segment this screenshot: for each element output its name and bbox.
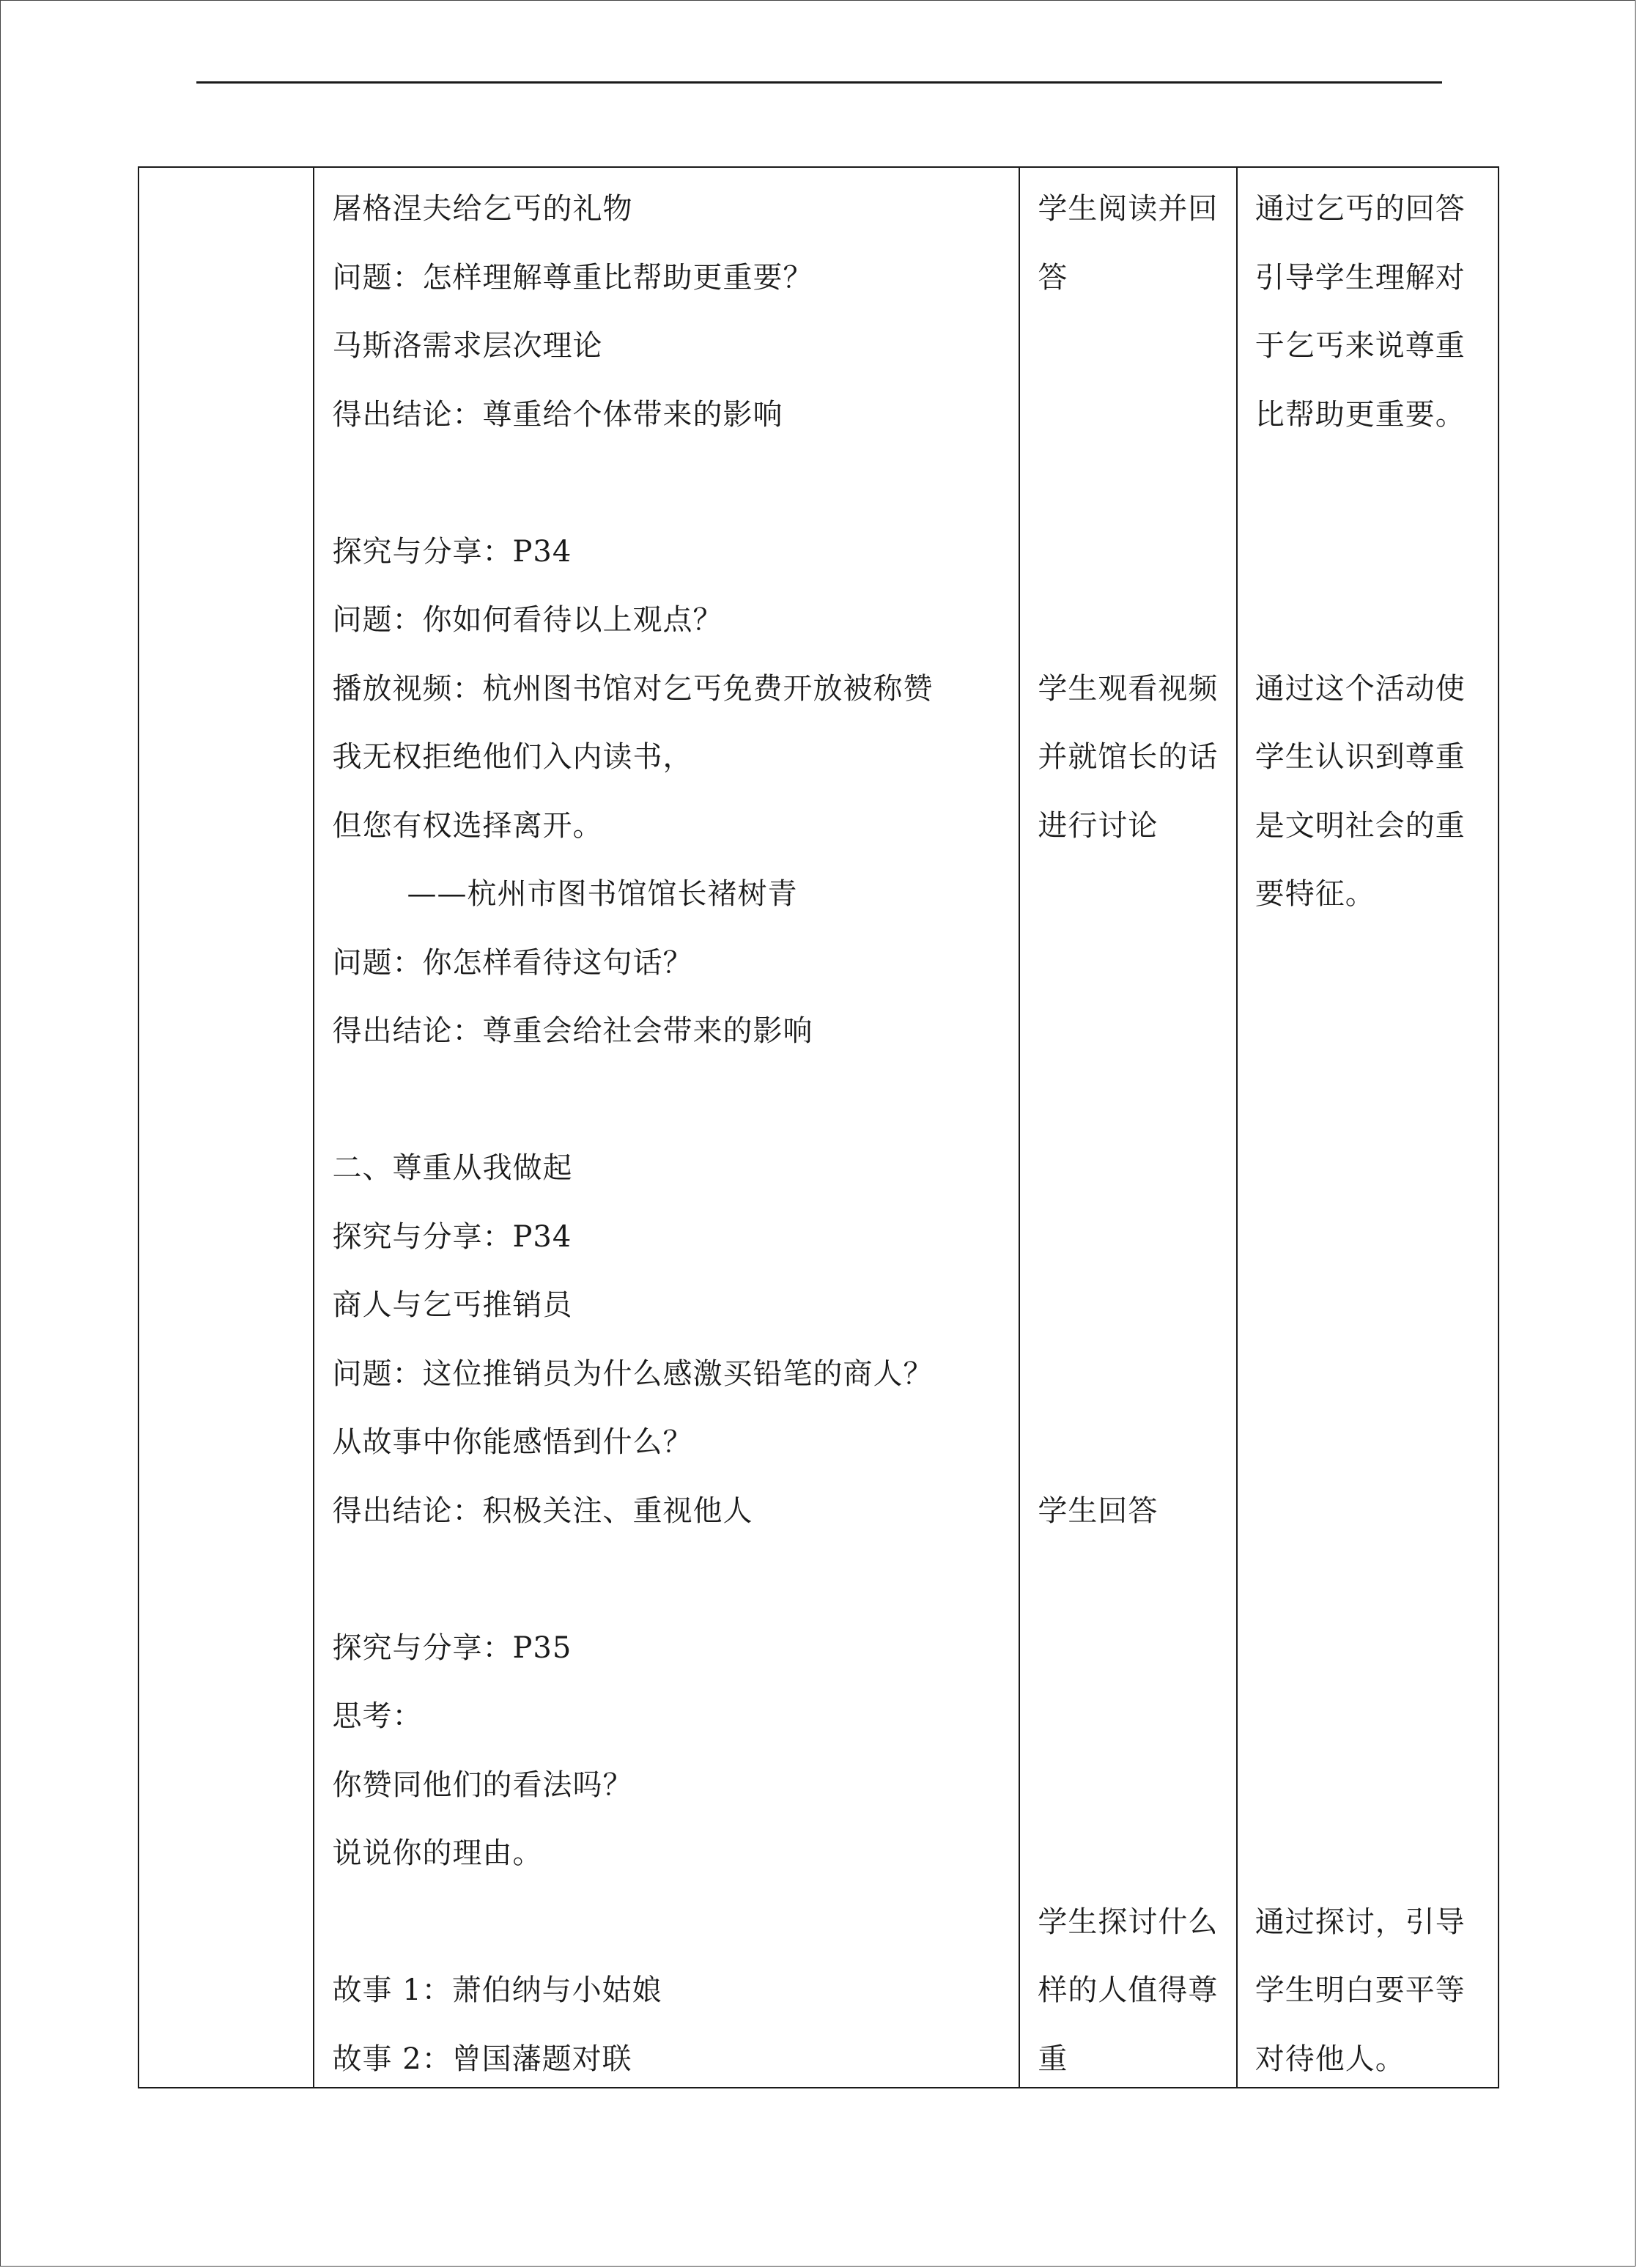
student-activity-line: 答 — [1038, 260, 1068, 295]
teaching-content-line: 但您有权选择离开。 — [332, 808, 603, 843]
student-activity-column — [1020, 168, 1237, 2087]
teaching-content-line: 故事 1：萧伯纳与小姑娘 — [332, 1973, 662, 2007]
design-intent-line: 要特征。 — [1254, 877, 1375, 911]
teaching-content-line: 问题：怎样理解尊重比帮助更重要？ — [332, 260, 813, 295]
student-activity-line: 并就馆长的话 — [1038, 740, 1219, 774]
teaching-content-line: 播放视频：杭州图书馆对乞丐免费开放被称赞 — [332, 671, 934, 706]
design-intent-column — [1238, 168, 1498, 2087]
design-intent-line: 通过乞丐的回答 — [1254, 192, 1466, 226]
student-activity-line: 学生阅读并回 — [1038, 192, 1219, 226]
design-intent-line: 通过探讨，引导 — [1254, 1905, 1466, 1939]
student-activity-line: 进行讨论 — [1038, 808, 1159, 843]
teaching-content-line: 马斯洛需求层次理论 — [332, 329, 603, 363]
design-intent-line: 引导学生理解对 — [1254, 260, 1466, 295]
student-activity-line: 学生回答 — [1038, 1493, 1159, 1528]
teaching-content-line: 探究与分享：P35 — [332, 1630, 572, 1665]
section-label-column — [139, 168, 314, 2087]
teaching-content-line: 二、尊重从我做起 — [332, 1151, 573, 1185]
design-intent-line: 是文明社会的重 — [1254, 808, 1466, 843]
student-activity-line: 样的人值得尊 — [1038, 1973, 1219, 2007]
student-activity-line: 重 — [1038, 2042, 1068, 2076]
teaching-content-line: 得出结论：尊重会给社会带来的影响 — [332, 1014, 813, 1048]
design-intent-line: 学生认识到尊重 — [1254, 740, 1466, 774]
teaching-content-line: 问题：你如何看待以上观点？ — [332, 603, 723, 637]
design-intent-line: 学生明白要平等 — [1254, 1973, 1466, 2007]
teaching-content-line: 说说你的理由。 — [332, 1836, 543, 1870]
teaching-content-line: 屠格涅夫给乞丐的礼物 — [332, 192, 633, 226]
lesson-plan-table — [138, 166, 1499, 2088]
teaching-content-line: 得出结论：积极关注、重视他人 — [332, 1493, 753, 1528]
teaching-content-line: 探究与分享：P34 — [332, 1219, 572, 1254]
teaching-content-column — [314, 168, 1020, 2087]
teaching-content-line: 从故事中你能感悟到什么？ — [332, 1425, 693, 1459]
teaching-content-line: 故事 2：曾国藩题对联 — [332, 2042, 632, 2076]
teaching-content-line: 问题：这位推销员为什么感激买铅笔的商人？ — [332, 1356, 934, 1391]
teaching-content-line: 你赞同他们的看法吗？ — [332, 1768, 633, 1802]
teaching-content-line: ——杭州市图书馆馆长褚树青 — [407, 877, 798, 911]
teaching-content-line: 探究与分享：P34 — [332, 534, 572, 569]
student-activity-line: 学生观看视频 — [1038, 671, 1219, 706]
design-intent-line: 对待他人。 — [1254, 2042, 1405, 2076]
design-intent-line: 比帮助更重要。 — [1254, 397, 1466, 432]
teaching-content-line: 我无权拒绝他们入内读书， — [332, 740, 693, 774]
teaching-content-line: 思考： — [332, 1699, 423, 1733]
design-intent-line: 于乞丐来说尊重 — [1254, 329, 1466, 363]
student-activity-line: 学生探讨什么 — [1038, 1905, 1219, 1939]
design-intent-line: 通过这个活动使 — [1254, 671, 1466, 706]
teaching-content-line: 商人与乞丐推销员 — [332, 1288, 573, 1322]
header-rule — [196, 81, 1442, 84]
teaching-content-line: 得出结论：尊重给个体带来的影响 — [332, 397, 783, 432]
teaching-content-line: 问题：你怎样看待这句话？ — [332, 945, 693, 980]
